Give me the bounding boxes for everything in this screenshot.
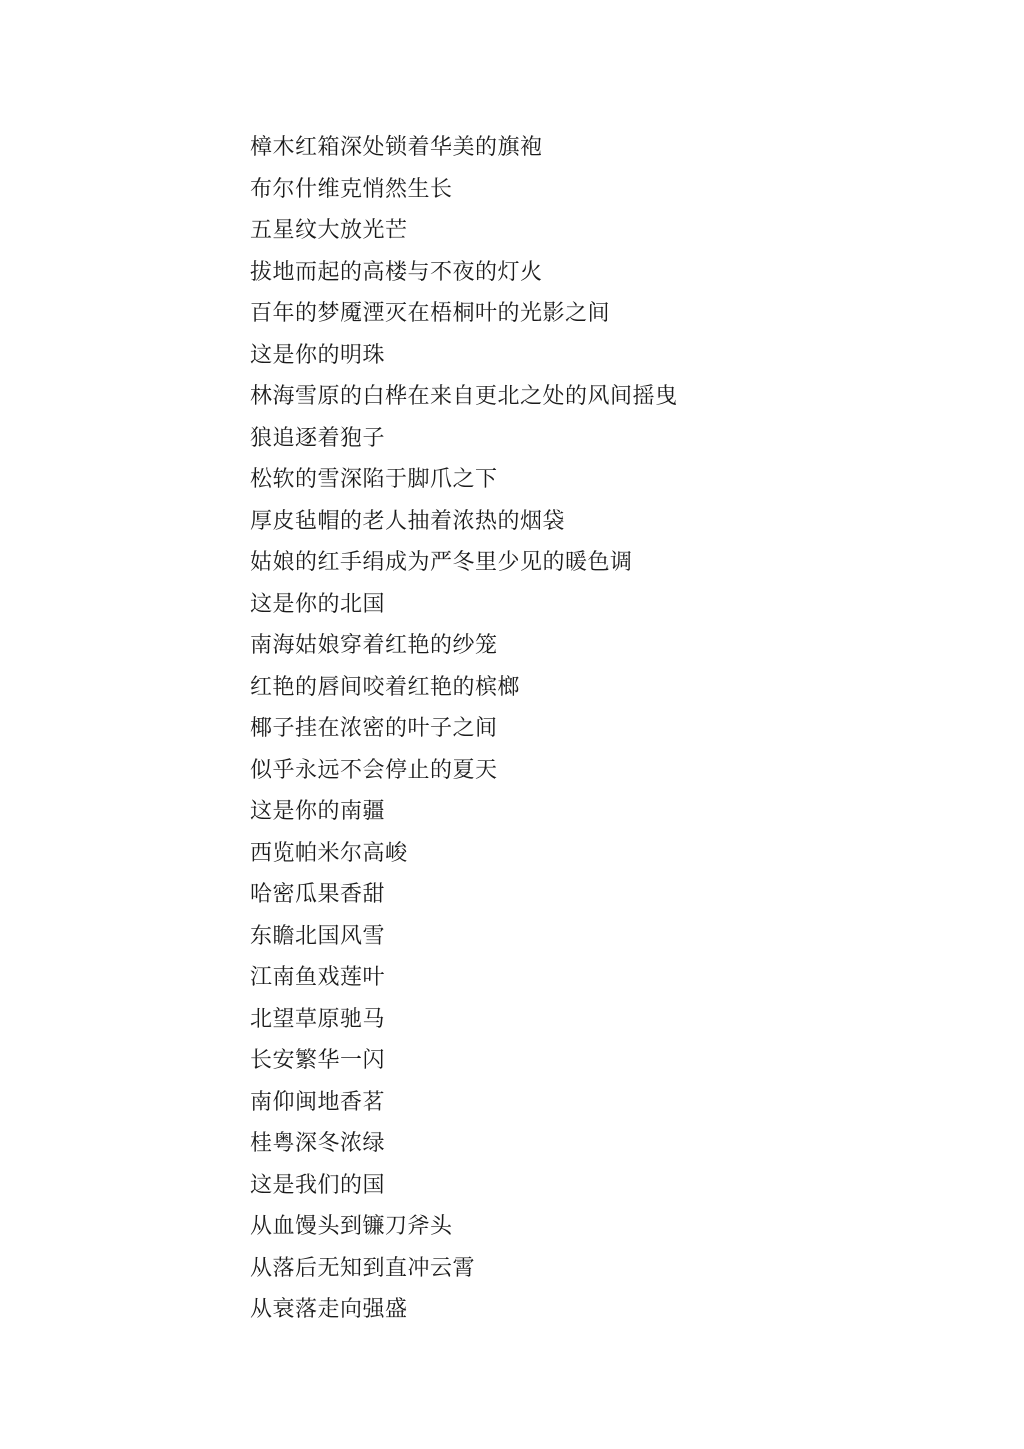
- poem-line: 拔地而起的高楼与不夜的灯火: [250, 259, 543, 285]
- poem-line: 从衰落走向强盛: [250, 1297, 408, 1322]
- poem-line: 这是你的明珠: [250, 342, 386, 368]
- poem-line: 长安繁华一闪: [250, 1048, 386, 1073]
- poem-line: 狼追逐着狍子: [250, 425, 386, 451]
- poem-line: 姑娘的红手绢成为严冬里少见的暖色调: [250, 550, 633, 575]
- poem-line: 江南鱼戏莲叶: [250, 965, 386, 990]
- poem-line: 北望草原驰马: [250, 1006, 386, 1032]
- poem-line: 椰子挂在浓密的叶子之间: [250, 716, 498, 741]
- poem-line: 布尔什维克悄然生长: [250, 176, 453, 202]
- poem-line: 东瞻北国风雪: [250, 923, 386, 949]
- poem-line: 似乎永远不会停止的夏天: [250, 757, 498, 783]
- poem-line: 南海姑娘穿着红艳的纱笼: [250, 633, 498, 658]
- poem-line: 厚皮毡帽的老人抽着浓热的烟袋: [250, 508, 566, 534]
- poem-line: 哈密瓜果香甜: [250, 882, 386, 907]
- poem-line: 这是你的南疆: [250, 799, 386, 824]
- poem-line: 从血馒头到镰刀斧头: [250, 1214, 453, 1239]
- poem-line: 桂粤深冬浓绿: [250, 1131, 386, 1156]
- poem-line: 百年的梦魇湮灭在梧桐叶的光影之间: [250, 301, 611, 326]
- poem-line: 从落后无知到直冲云霄: [250, 1255, 476, 1281]
- poem-line: 五星纹大放光芒: [250, 218, 408, 243]
- poem-line: 樟木红箱深处锁着华美的旗袍: [250, 135, 543, 160]
- poem-line: 红艳的唇间咬着红艳的槟榔: [250, 674, 521, 700]
- poem-line: 林海雪原的白桦在来自更北之处的风间摇曳: [250, 384, 678, 409]
- poem-line: 松软的雪深陷于脚爪之下: [250, 467, 498, 492]
- poem-line: 西览帕米尔高峻: [250, 840, 408, 866]
- poem-body: [250, 127, 950, 1331]
- poem-line: 这是你的北国: [250, 591, 386, 617]
- poem-line: 这是我们的国: [250, 1172, 386, 1198]
- poem-line: 南仰闽地香茗: [250, 1089, 386, 1115]
